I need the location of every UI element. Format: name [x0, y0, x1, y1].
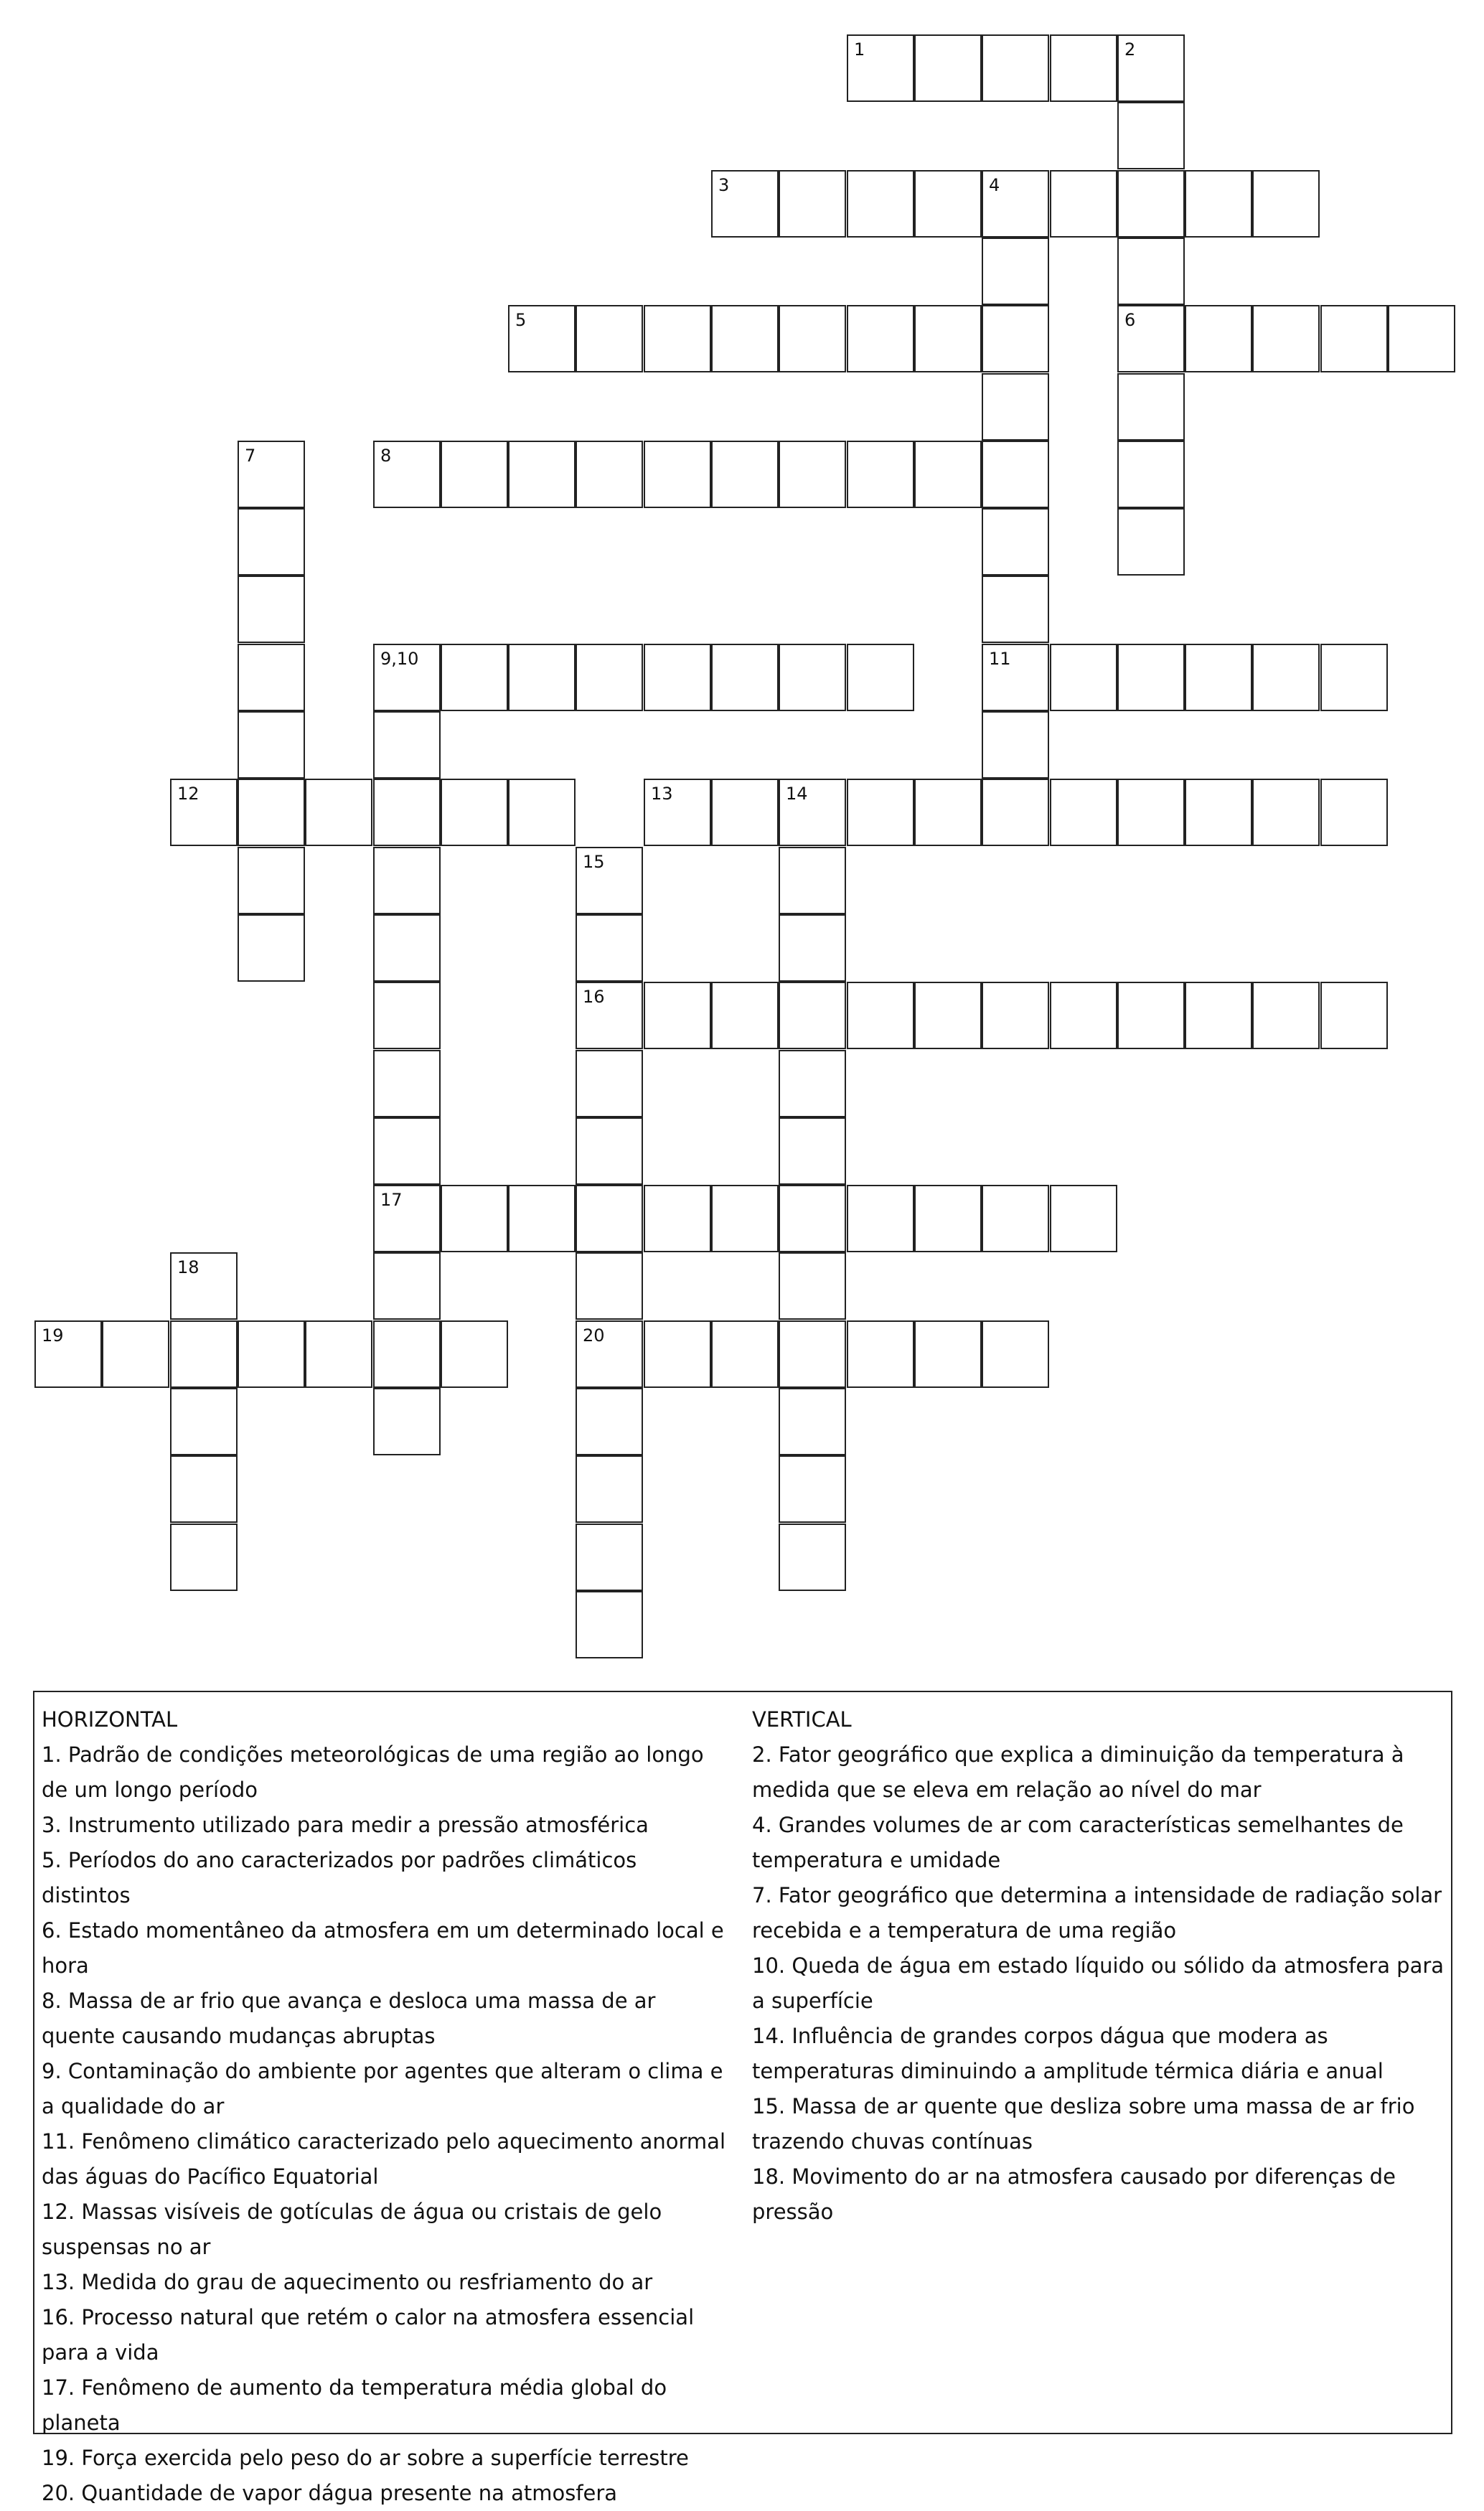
- crossword-cell[interactable]: [711, 305, 779, 372]
- crossword-cell[interactable]: [1320, 644, 1388, 711]
- crossword-cell[interactable]: [711, 779, 779, 846]
- crossword-cell[interactable]: [1050, 644, 1117, 711]
- crossword-cell[interactable]: [914, 441, 982, 508]
- crossword-cell[interactable]: [847, 779, 914, 846]
- clue-number-label: 14: [786, 784, 808, 804]
- crossword-cell[interactable]: [373, 982, 441, 1049]
- crossword-cell[interactable]: [441, 644, 508, 711]
- crossword-cell[interactable]: [982, 1185, 1049, 1252]
- crossword-cell[interactable]: [1252, 170, 1320, 238]
- crossword-cell[interactable]: [576, 1591, 643, 1658]
- crossword-cell[interactable]: [779, 982, 846, 1049]
- crossword-cell[interactable]: [508, 644, 576, 711]
- crossword-cell[interactable]: [847, 1185, 914, 1252]
- crossword-cell[interactable]: [779, 305, 846, 372]
- crossword-cell[interactable]: [779, 1388, 846, 1455]
- crossword-cell[interactable]: [508, 1185, 576, 1252]
- crossword-cell[interactable]: [779, 644, 846, 711]
- crossword-cell[interactable]: [441, 1185, 508, 1252]
- crossword-cell[interactable]: [711, 644, 779, 711]
- crossword-cell[interactable]: [982, 34, 1049, 102]
- crossword-cell[interactable]: [441, 779, 508, 846]
- crossword-cell[interactable]: [576, 1117, 643, 1185]
- crossword-cell[interactable]: [238, 711, 305, 779]
- crossword-cell[interactable]: [982, 576, 1049, 643]
- crossword-cell[interactable]: [1117, 508, 1185, 576]
- crossword-cell[interactable]: [576, 644, 643, 711]
- clue-number-label: 12: [177, 784, 199, 804]
- clue-h-5: 5. Períodos do ano caracterizados por padrões climáticos distintos: [42, 1848, 637, 1907]
- crossword-cell[interactable]: [1050, 779, 1117, 846]
- crossword-cell[interactable]: [711, 982, 779, 1049]
- crossword-cell[interactable]: [847, 441, 914, 508]
- clue-h-8: 8. Massa de ar frio que avança e desloca uma massa de ar quente causando mudanças abruptas: [42, 1989, 656, 2048]
- crossword-cell[interactable]: [914, 1320, 982, 1388]
- clue-v-7: 7. Fator geográfico que determina a intensidade de radiação solar recebida e a temperatura de uma região: [752, 1883, 1442, 1943]
- crossword-cell[interactable]: [1117, 441, 1185, 508]
- crossword-cell[interactable]: [576, 1388, 643, 1455]
- crossword-cell[interactable]: [576, 1050, 643, 1117]
- clue-h-3: 3. Instrumento utilizado para medir a pressão atmosférica: [42, 1813, 649, 1837]
- crossword-cell[interactable]: [1117, 982, 1185, 1049]
- crossword-cell[interactable]: [914, 170, 982, 238]
- crossword-cell[interactable]: [644, 1320, 711, 1388]
- crossword-cell[interactable]: [711, 1320, 779, 1388]
- clue-number-label: 4: [989, 175, 1000, 195]
- crossword-cell[interactable]: [1320, 779, 1388, 846]
- crossword-cell[interactable]: [1117, 238, 1185, 305]
- crossword-cell[interactable]: [238, 644, 305, 711]
- crossword-cell[interactable]: [373, 1117, 441, 1185]
- vertical-title: VERTICAL: [752, 1707, 852, 1732]
- crossword-cell[interactable]: [1050, 34, 1117, 102]
- crossword-cell[interactable]: [779, 1117, 846, 1185]
- crossword-cell[interactable]: [982, 373, 1049, 441]
- crossword-cell[interactable]: [1252, 779, 1320, 846]
- crossword-cell[interactable]: [305, 1320, 372, 1388]
- crossword-cell[interactable]: [576, 1252, 643, 1320]
- clue-number-label: 6: [1124, 310, 1136, 330]
- crossword-cell[interactable]: [779, 1524, 846, 1591]
- crossword-cell[interactable]: [779, 1050, 846, 1117]
- clue-h-20: 20. Quantidade de vapor dágua presente na atmosfera: [42, 2481, 618, 2505]
- crossword-cell[interactable]: [1050, 982, 1117, 1049]
- crossword-cell[interactable]: [170, 1455, 238, 1523]
- crossword-cell[interactable]: [779, 1252, 846, 1320]
- crossword-cell[interactable]: [1252, 982, 1320, 1049]
- crossword-cell[interactable]: [238, 847, 305, 914]
- crossword-cell[interactable]: [644, 305, 711, 372]
- crossword-cell[interactable]: [914, 779, 982, 846]
- horizontal-clues: [42, 1702, 731, 2511]
- crossword-cell[interactable]: [914, 305, 982, 372]
- crossword-cell[interactable]: [914, 34, 982, 102]
- crossword-cell[interactable]: [576, 1455, 643, 1523]
- crossword-cell[interactable]: [1117, 373, 1185, 441]
- clue-number-label: 13: [651, 784, 673, 804]
- crossword-cell[interactable]: [847, 305, 914, 372]
- clue-h-9: 9. Contaminação do ambiente por agentes que alteram o clima e a qualidade do ar: [42, 2059, 723, 2118]
- crossword-cell[interactable]: [576, 914, 643, 982]
- clue-number-label: 15: [583, 852, 605, 872]
- crossword-cell[interactable]: [644, 982, 711, 1049]
- crossword-cell[interactable]: [982, 982, 1049, 1049]
- crossword-cell[interactable]: [373, 711, 441, 779]
- crossword-cell[interactable]: [982, 711, 1049, 779]
- crossword-cell[interactable]: [1117, 102, 1185, 169]
- crossword-cell[interactable]: [779, 1320, 846, 1388]
- crossword-cell[interactable]: [576, 1185, 643, 1252]
- vertical-clues: [752, 1702, 1445, 2230]
- clue-number-label: 20: [583, 1325, 605, 1346]
- crossword-cell[interactable]: [238, 576, 305, 643]
- crossword-cell[interactable]: [982, 1320, 1049, 1388]
- crossword-cell[interactable]: [914, 1185, 982, 1252]
- crossword-cell[interactable]: [1185, 779, 1252, 846]
- crossword-cell[interactable]: [1050, 1185, 1117, 1252]
- crossword-cell[interactable]: [373, 1050, 441, 1117]
- crossword-cell[interactable]: [982, 441, 1049, 508]
- clue-h-13: 13. Medida do grau de aquecimento ou resfriamento do ar: [42, 2270, 653, 2294]
- clues-box: [33, 1691, 1452, 2505]
- crossword-cell[interactable]: [982, 779, 1049, 846]
- crossword-cell[interactable]: [373, 1252, 441, 1320]
- clue-h-6: 6. Estado momentâneo da atmosfera em um determinado local e hora: [42, 1918, 724, 1978]
- crossword-cell[interactable]: [1050, 170, 1117, 238]
- crossword-cell[interactable]: [847, 644, 914, 711]
- clue-number-label: 18: [177, 1257, 199, 1277]
- clue-h-12: 12. Massas visíveis de gotículas de água ou cristais de gelo suspensas no ar: [42, 2200, 662, 2259]
- crossword-cell[interactable]: [847, 982, 914, 1049]
- crossword-cell[interactable]: [305, 779, 372, 846]
- crossword-cell[interactable]: [1320, 982, 1388, 1049]
- clue-h-19: 19. Força exercida pelo peso do ar sobre a superfície terrestre: [42, 2446, 689, 2470]
- crossword-cell[interactable]: [644, 1185, 711, 1252]
- clue-v-4: 4. Grandes volumes de ar com características semelhantes de temperatura e umidade: [752, 1813, 1404, 1872]
- crossword-cell[interactable]: [779, 170, 846, 238]
- clue-v-2: 2. Fator geográfico que explica a diminuição da temperatura à medida que se eleva em relação ao nível do mar: [752, 1742, 1404, 1802]
- clue-number-label: 5: [515, 310, 527, 330]
- crossword-cell[interactable]: [238, 779, 305, 846]
- clue-v-15: 15. Massa de ar quente que desliza sobre uma massa de ar frio trazendo chuvas contínuas: [752, 2094, 1415, 2154]
- crossword-cell[interactable]: [441, 1320, 508, 1388]
- crossword-cell[interactable]: [238, 508, 305, 576]
- crossword-cell[interactable]: [914, 982, 982, 1049]
- crossword-cell[interactable]: [982, 305, 1049, 372]
- crossword-cell[interactable]: [576, 305, 643, 372]
- crossword-cell[interactable]: [779, 1455, 846, 1523]
- clue-number-label: 16: [583, 987, 605, 1007]
- crossword-cell[interactable]: [373, 1320, 441, 1388]
- crossword-cell[interactable]: [1388, 305, 1455, 372]
- crossword-cell[interactable]: [711, 1185, 779, 1252]
- crossword-cell[interactable]: [779, 847, 846, 914]
- crossword-cell[interactable]: [711, 441, 779, 508]
- clue-h-16: 16. Processo natural que retém o calor na atmosfera essencial para a vida: [42, 2305, 695, 2365]
- crossword-cell[interactable]: [779, 1185, 846, 1252]
- crossword-cell[interactable]: [644, 441, 711, 508]
- crossword-cell[interactable]: [238, 1320, 305, 1388]
- crossword-cell[interactable]: [1117, 170, 1185, 238]
- crossword-cell[interactable]: [170, 1524, 238, 1591]
- crossword-cell[interactable]: [238, 914, 305, 982]
- crossword-cell[interactable]: [1185, 644, 1252, 711]
- crossword-cell[interactable]: [982, 238, 1049, 305]
- crossword-cell[interactable]: [576, 441, 643, 508]
- clue-v-18: 18. Movimento do ar na atmosfera causado por diferenças de pressão: [752, 2164, 1396, 2224]
- crossword-cell[interactable]: [779, 914, 846, 982]
- crossword-cell[interactable]: [373, 847, 441, 914]
- clue-number-label: 1: [854, 39, 865, 60]
- clue-h-17: 17. Fenômeno de aumento da temperatura média global do planeta: [42, 2375, 667, 2435]
- crossword-cell[interactable]: [441, 441, 508, 508]
- clue-h-1: 1. Padrão de condições meteorológicas de uma região ao longo de um longo período: [42, 1742, 704, 1802]
- clue-number-label: 7: [245, 446, 256, 466]
- crossword-cell[interactable]: [373, 779, 441, 846]
- crossword-cell[interactable]: [1117, 644, 1185, 711]
- crossword-cell[interactable]: [576, 1524, 643, 1591]
- crossword-cell[interactable]: [779, 441, 846, 508]
- crossword-cell[interactable]: [508, 779, 576, 846]
- crossword-cell[interactable]: [847, 1320, 914, 1388]
- crossword-cell[interactable]: [847, 170, 914, 238]
- crossword-cell[interactable]: [373, 1388, 441, 1455]
- crossword-cell[interactable]: [982, 508, 1049, 576]
- crossword-cell[interactable]: [102, 1320, 169, 1388]
- crossword-cell[interactable]: [170, 1320, 238, 1388]
- crossword-cell[interactable]: [1185, 982, 1252, 1049]
- clue-number-label: 3: [718, 175, 730, 195]
- clue-h-11: 11. Fenômeno climático caracterizado pelo aquecimento anormal das águas do Pacífico Equatorial: [42, 2129, 726, 2189]
- crossword-cell[interactable]: [1185, 170, 1252, 238]
- clue-number-label: 2: [1124, 39, 1136, 60]
- clue-number-label: 9,10: [380, 649, 419, 669]
- clue-number-label: 11: [989, 649, 1011, 669]
- clue-v-14: 14. Influência de grandes corpos dágua que modera as temperaturas diminuindo a amplitude térmica diária e anual: [752, 2024, 1384, 2083]
- crossword-cell[interactable]: [373, 914, 441, 982]
- crossword-cell[interactable]: [1185, 305, 1252, 372]
- clue-number-label: 19: [42, 1325, 64, 1346]
- crossword-cell[interactable]: [1117, 779, 1185, 846]
- clue-number-label: 17: [380, 1190, 403, 1210]
- clue-number-label: 8: [380, 446, 392, 466]
- clue-v-10: 10. Queda de água em estado líquido ou sólido da atmosfera para a superfície: [752, 1953, 1445, 2013]
- crossword-cell[interactable]: [508, 441, 576, 508]
- crossword-cell[interactable]: [1252, 644, 1320, 711]
- horizontal-title: HORIZONTAL: [42, 1707, 178, 1732]
- crossword-cell[interactable]: [170, 1388, 238, 1455]
- crossword-cell[interactable]: [1252, 305, 1320, 372]
- crossword-cell[interactable]: [1320, 305, 1388, 372]
- crossword-cell[interactable]: [644, 644, 711, 711]
